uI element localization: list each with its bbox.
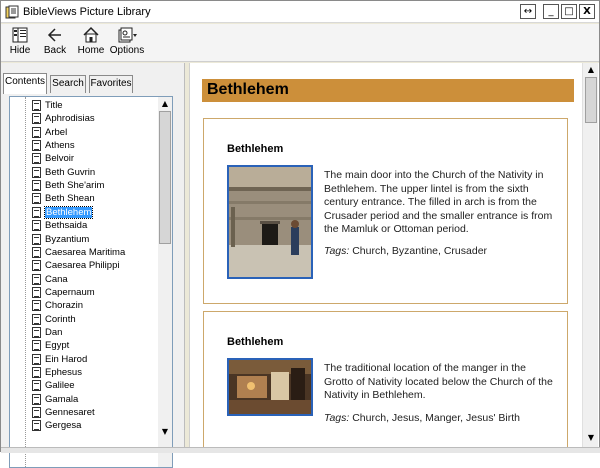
card-description: The main door into the Church of the Nativity in Bethlehem. The upper lintel is from the sixth century entrance. The filled in arch is from the Crusader period and the smaller entrance is from the Mamluk or Ottoman period.	[324, 169, 553, 235]
tree-item[interactable]	[32, 139, 75, 152]
tab-contents[interactable]	[3, 73, 47, 94]
tree-item[interactable]	[32, 326, 62, 339]
tree-item[interactable]	[32, 166, 95, 179]
document-icon	[32, 274, 41, 285]
tree-item-label: Egypt	[45, 340, 70, 352]
tree-scroll-down-button[interactable]: ▼	[158, 425, 172, 439]
tree-item[interactable]	[32, 379, 75, 392]
manger-grotto-image	[229, 360, 311, 414]
home-label: Home	[77, 45, 105, 56]
document-icon	[32, 380, 41, 391]
document-icon	[32, 220, 41, 231]
tree-item-label: Athens	[45, 140, 75, 152]
document-icon	[32, 287, 41, 298]
tree-item-label: Byzantium	[45, 233, 90, 245]
contents-tree[interactable]	[9, 96, 173, 468]
options-icon	[116, 26, 138, 44]
tree-item-label: Title	[45, 100, 63, 111]
tree-item-label: Dan	[45, 326, 63, 338]
picture-card	[203, 118, 568, 304]
card-description: The traditional location of the manger in the Grotto of Nativity located below the Church of the Nativity in Bethlehem.	[324, 362, 553, 401]
church-door-image	[229, 167, 311, 277]
home-icon	[82, 26, 100, 44]
picture-card	[203, 311, 568, 453]
document-icon	[32, 193, 41, 204]
document-icon	[32, 100, 41, 111]
tree-item-label: Beth Guvrin	[45, 166, 96, 178]
tree-item-label: Gamala	[45, 393, 79, 405]
tree-item-label: Bethsaida	[45, 220, 88, 232]
document-icon	[32, 340, 41, 351]
manger-grotto-thumbnail[interactable]	[227, 358, 313, 416]
card-tags-label: Tags:	[324, 245, 350, 257]
hide-button[interactable]	[7, 26, 33, 60]
minimize-button[interactable]: _	[543, 4, 559, 19]
tree-item-label: Capernaum	[45, 286, 95, 298]
card-title: Bethlehem	[227, 143, 284, 155]
topic-title: Bethlehem	[207, 81, 289, 98]
tab-search-label: Search	[52, 78, 84, 89]
tree-item-label: Caesarea Maritima	[45, 246, 126, 258]
content-pane	[189, 63, 599, 453]
document-icon	[32, 153, 41, 164]
tree-item[interactable]	[32, 299, 83, 312]
document-icon	[32, 354, 41, 365]
tree-item-label: Gergesa	[45, 420, 82, 432]
tab-contents-label: Contents	[4, 76, 46, 87]
card-tags-label: Tags:	[324, 412, 350, 424]
tree-item[interactable]	[32, 353, 87, 366]
close-button[interactable]: X	[579, 4, 595, 19]
card-tags	[324, 412, 559, 424]
document-icon	[32, 140, 41, 151]
title-bar[interactable]	[1, 1, 599, 23]
content-scroll-up-button[interactable]: ▲	[584, 63, 598, 77]
hide-icon	[11, 26, 29, 44]
document-icon	[32, 180, 41, 191]
navigation-pane	[1, 63, 185, 453]
tree-item-label: Bethlehem	[46, 206, 92, 218]
tree-item[interactable]	[32, 192, 95, 205]
document-icon	[32, 394, 41, 405]
tree-item[interactable]	[32, 259, 119, 272]
options-label: Options	[109, 45, 145, 56]
tree-item-label: Galilee	[45, 380, 75, 392]
tree-item-label: Ephesus	[45, 367, 82, 378]
tree-item-label: Gennesaret	[45, 407, 95, 419]
tab-favorites-label: Favorites	[90, 78, 132, 89]
tree-item[interactable]	[32, 219, 87, 232]
maximize-button[interactable]: □	[561, 4, 577, 19]
document-icon	[32, 127, 41, 138]
home-button[interactable]	[77, 26, 105, 60]
tree-item-label: Corinth	[45, 313, 76, 325]
tree-item[interactable]	[32, 393, 78, 406]
tree-item[interactable]	[32, 366, 82, 379]
tree-item[interactable]	[32, 419, 81, 432]
resize-button[interactable]: ↔	[520, 4, 536, 19]
tree-scroll-up-button[interactable]: ▲	[158, 97, 172, 111]
document-icon	[32, 167, 41, 178]
document-icon	[32, 247, 41, 258]
tree-item[interactable]	[32, 99, 63, 112]
tree-scroll-thumb[interactable]	[159, 111, 171, 244]
tree-item[interactable]	[32, 339, 69, 352]
back-arrow-icon	[46, 26, 64, 44]
tree-item[interactable]	[32, 233, 89, 246]
card-tags-value: Church, Byzantine, Crusader	[352, 245, 488, 257]
topic-header	[202, 79, 574, 102]
app-book-icon	[5, 5, 19, 19]
tree-item-label: Chorazin	[45, 300, 84, 312]
tab-search[interactable]	[50, 75, 86, 93]
card-title: Bethlehem	[227, 336, 284, 348]
document-icon	[32, 420, 41, 431]
tree-item-label: Belvoir	[45, 153, 75, 165]
toolbar	[1, 24, 599, 62]
tree-item-label: Arbel	[45, 126, 68, 138]
document-icon	[32, 207, 41, 218]
tab-favorites[interactable]	[89, 75, 133, 93]
tree-item[interactable]	[32, 179, 104, 192]
card-tags-value: Church, Jesus, Manger, Jesus' Birth	[352, 412, 520, 424]
tree-item[interactable]	[32, 246, 125, 259]
document-icon	[32, 327, 41, 338]
document-icon	[32, 260, 41, 271]
tree-item[interactable]	[32, 273, 68, 286]
tree-item[interactable]	[32, 112, 95, 125]
document-icon	[32, 113, 41, 124]
tree-scrollbar[interactable]	[158, 97, 172, 467]
content-scroll-thumb[interactable]	[585, 77, 597, 123]
tree-item-label: Beth Shean	[45, 193, 95, 205]
window-title: BibleViews Picture Library	[23, 6, 151, 18]
options-button[interactable]	[109, 26, 145, 60]
tree-item-selected[interactable]	[32, 206, 92, 219]
document-icon	[32, 407, 41, 418]
tree-item[interactable]	[32, 406, 95, 419]
tree-item-label: Cana	[45, 273, 68, 285]
back-button[interactable]	[41, 26, 69, 60]
status-strip	[1, 447, 600, 453]
hide-label: Hide	[9, 45, 31, 56]
tree-item[interactable]	[32, 152, 74, 165]
content-scrollbar[interactable]	[582, 63, 598, 447]
tree-item[interactable]	[32, 313, 76, 326]
document-icon	[32, 234, 41, 245]
document-icon	[32, 314, 41, 325]
content-scroll-down-button[interactable]: ▼	[584, 431, 598, 445]
tree-item[interactable]	[32, 126, 67, 139]
document-icon	[32, 367, 41, 378]
tree-item-label: Ein Harod	[45, 353, 88, 365]
church-door-thumbnail[interactable]	[227, 165, 313, 279]
card-tags	[324, 245, 559, 257]
document-icon	[32, 300, 41, 311]
tree-item-label: Aphrodisias	[45, 113, 95, 125]
tree-item-label: Beth She'arim	[45, 180, 105, 192]
tree-connector	[25, 97, 26, 468]
tree-item-label: Caesarea Philippi	[45, 260, 120, 272]
tree-item[interactable]	[32, 286, 95, 299]
back-label: Back	[43, 45, 67, 56]
